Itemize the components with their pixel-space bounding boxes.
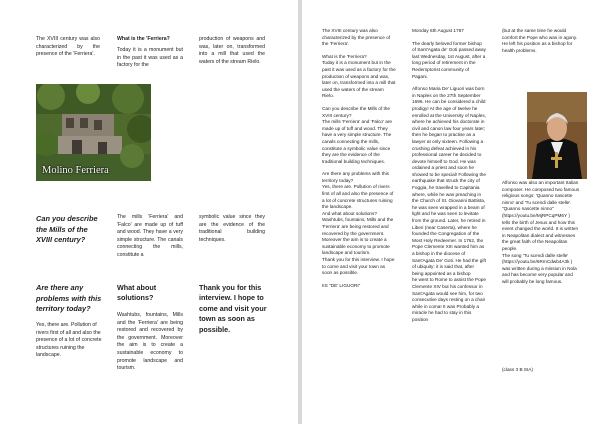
what-heading: What is the 'Ferriera? <box>117 36 170 42</box>
right-column-1 <box>322 28 396 295</box>
left-page <box>0 0 298 424</box>
answer-mills-part2: symbolic value since they are the evidence of the traditional building techniques. <box>199 214 265 243</box>
question-problems: Are there any problems with this territory today? <box>36 283 102 314</box>
col3-top-text: (but at the same time he would comfort the Pope who was in agony. He left his position as a bishop for health problems. <box>502 28 578 53</box>
class-credit: (class 3 B SIA) <box>502 367 533 372</box>
answer-solutions: Washtubs, fountains, Mills and the 'Ferriera' are being restored and recovered by the government. Moreover the aim is to create a sustainable economy to promote landscape and tourism. <box>117 312 183 372</box>
question-mills: Can you describe the Mills of the XVIII century? <box>36 214 98 245</box>
saint-portrait <box>527 92 587 179</box>
answer-mills-part1: The mills 'Ferriera' and 'Falco' are made up of tuff and wood. They have a very simple structure. The canals connecting the mills, constitute a <box>117 214 183 258</box>
right-column-2 <box>412 28 486 330</box>
mill-photo <box>36 84 151 181</box>
intro-text: The XVIII century was also characterized by the presence of the 'Ferriera'. <box>36 36 100 58</box>
saint-portrait-image <box>527 92 587 179</box>
col1-paragraph: What is the 'Ferriera? Today it is a monument but in the past it was used as a factory for the production of weapons and was, later on, transformed into a mill that used the waters of the stream Rielo. <box>322 53 396 99</box>
photo-caption: Molino Ferriera <box>42 165 109 176</box>
col2-paragraph: Alfonso Maria De' Liguori was born in Naples on the 27th September 1696. He can be considered a child prodigy! At the age of twelve he enrolled at the University of Naples, where he achieved his doctorate in civil and canon law four years later; then he began to practise as a lawyer at only sixteen. Following a crushing defeat achieved in his professional career he decided to devote himself to God. He was ordained a priest and soon he showed to be special! Following the earthquake that struck the city of Foggia, he travelled to Capitania where, while he was preaching in the Church of St. Giovanni Battista, he was seen wrapped in a beam of light and he was seen to levitate from the ground. Later, he retired in Liberi (near Caserta), where he founded the Congregation of the Most Holy Redeemer. In 1762, the Pope Clemente XIII wanted him as a bishop in the diocese of Sant'Agata De' Goti. He had the gift of ubiquity: it is said that, after being appointed as a bishop he went to Rome to assist the Pope Clemente XIV but his confessor in Sant'Agata would see him, for two consecutive days resting on a chair while in coma! It was Probably a miracle he had to stay in this position <box>412 86 487 322</box>
what-body-b: production of weapons and was, later on, transformed into a mill that used the waters of the stream Rielo. <box>199 36 265 65</box>
col3-bottom-text: Alfonso was also an important Italian composer. He composed two famous religious songs: 'Quanno nascette ninno' and 'Tu scendi dalle stelle'. "Quanno nascette ninno" (https://youtu.be/MjRPCqPM6Y ) tells the birth of Jesus and how this event changed the world. It is written in Neapolitan dialect and witnesses the great faith of the Neapolitan people. The song 'Tu scendi dalle stelle' (https://youtu.be/6RmCdwb4A3k ) was written during a mission in Nola and has become very popular and will probably be long famous. <box>502 180 580 284</box>
col1-paragraph: The XVIII century was also characterized by the presence of the 'Ferriera'. <box>322 28 391 47</box>
closing-thanks: Thank you for this interview. I hope to come and visit your town as soon as possible. <box>199 283 267 334</box>
col1-paragraph: Can you describe the Mills of the XVIII century? The mills 'Ferriera' and 'Falco' are made up of tuff and wood. They have a very simple structure. The canals connecting the mills, constitute a symbolic value since they are the evidence of the traditional building techniques. <box>322 105 393 164</box>
col1-paragraph: Are there any problems with this territory today? Yes, there are. Pollution of rivers first of all and also the presence of a lot of concrete structures ruining the landscape. And what about solutions? Washtubs, fountains, Mills and the 'Ferriera' are being restored and recovered by the government. Moreover the aim is to create a sustainable economy to promote landscape and tourism. Thank you for this interview. I hope to come and visit your town as soon as possible. <box>322 171 395 276</box>
what-body-a: Today it is a monument but in the past it was used as a factory for the <box>117 47 183 69</box>
article-date: Monday 6th August 1787 <box>412 28 464 33</box>
question-solutions: What about solutions? <box>117 283 157 303</box>
right-page <box>302 0 600 424</box>
school-name: IIS "DE' LIGUORI" <box>322 282 361 288</box>
answer-problems: Yes, there are. Pollution of rivers first of all and also the presence of a lot of concrete structures ruining the landscape. <box>36 322 102 359</box>
col2-paragraph: The dearly beloved former bishop of Sant'Agata de' Goti passed away last Wednesday, 1st August, after a long period of retirement in the Redemptorist community of Pagani. <box>412 40 486 79</box>
